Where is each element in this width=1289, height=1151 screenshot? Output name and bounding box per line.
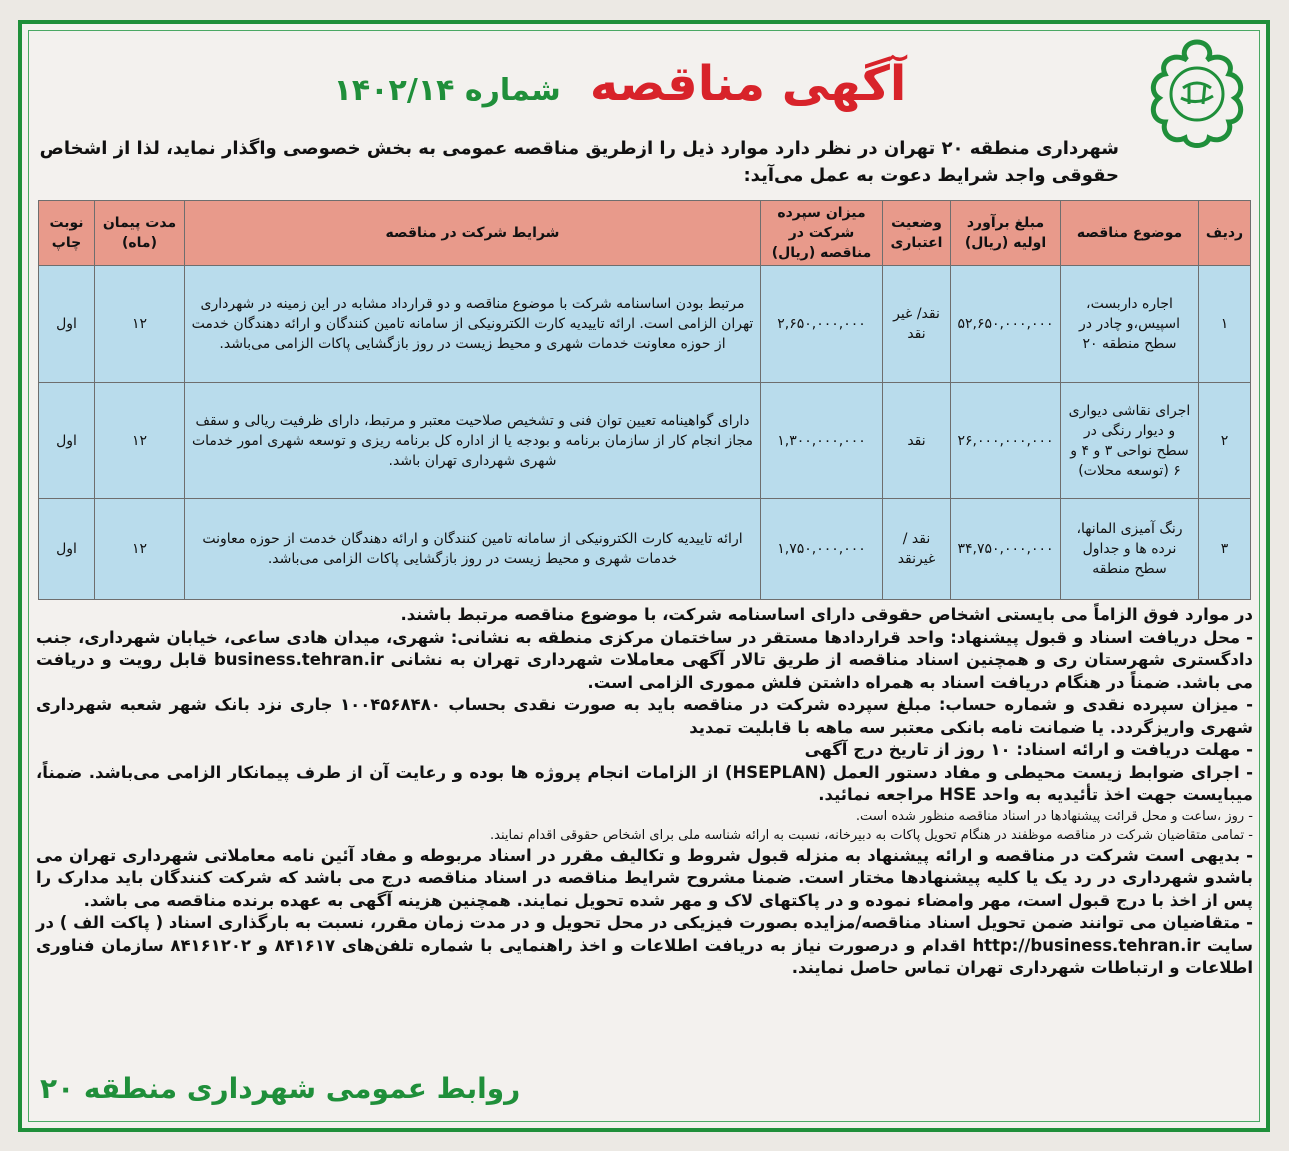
table-row [39, 499, 1251, 600]
cell-row-number: ۲ [1199, 382, 1251, 499]
cell-subject: اجرای نقاشی دیواری و دیوار رنگی در سطح نواحی ۳ و ۴ و ۶ (توسعه محلات) [1061, 382, 1199, 499]
tender-table [38, 200, 1251, 600]
paragraph-upload: - متقاضیان می توانند ضمن تحویل اسناد مناقصه/مزایده بصورت فیزیکی در محل تحویل و در مدت زمان مقرر، نسبت به بارگذاری اسناد ( پاکت الف ) در سایت http://business.tehran.ir اقدام و درصورت نیاز به دریافت اطلاعات و اخذ راهنمایی با شماره تلفن‌های ۸۴۱۶۱۷ و ۸۴۱۶۱۲۰۲ سازمان فناوری اطلاعات و ارتباطات شهرداری تهران تماس حاصل نمایند. [36, 913, 1253, 977]
table-header-row [39, 201, 1251, 266]
paragraph-opening-time: - روز ،ساعت و محل قرائت پیشنهادها در اسناد مناقصه منظور شده است. [855, 808, 1253, 824]
cell-deposit: ۱,۷۵۰,۰۰۰,۰۰۰ [761, 499, 883, 600]
header-subject: موضوع مناقصه [1061, 201, 1199, 266]
cell-estimate: ۳۴,۷۵۰,۰۰۰,۰۰۰ [951, 499, 1061, 600]
cell-deposit: ۱,۳۰۰,۰۰۰,۰۰۰ [761, 382, 883, 499]
table-row [39, 266, 1251, 383]
cell-duration: ۱۲ [95, 382, 185, 499]
cell-print: اول [39, 382, 95, 499]
notice-title: آگهی مناقصه [589, 56, 907, 112]
table-row [39, 382, 1251, 499]
cell-credit: نقد/ غیر نقد [883, 266, 951, 383]
notice-number: شماره ۱۴۰۲/۱۴ [333, 73, 561, 108]
header-terms: شرایط شرکت در مناقصه [185, 201, 761, 266]
paragraph-documents-location: - محل دریافت اسناد و قبول پیشنهاد: واحد قراردادها مستقر در ساختمان مرکزی منطقه به نشانی: شهری، میدان هادی ساعی، خیابان شهرداری، جنب دادگستری شهرستان ری و همچنین اسناد مناقصه از طریق تالار آگهی معاملات شهرداری تهران به نشانی business.tehran.ir قابل رویت و دریافت می باشد. ضمناً در هنگام دریافت اسناد به همراه داشتن فلش مموری الزامی است. [36, 627, 1253, 692]
headline [300, 56, 940, 136]
paragraph-acceptance: - بدیهی است شرکت در مناقصه و ارائه پیشنهاد به منزله قبول شروط و تکالیف مقرر در اسناد مربوطه و مفاد آئین نامه معاملاتی شهرداری تهران می باشدو شهرداری در رد یک یا کلیه پیشنهادها مختار است. ضمنا مشروح شرایط مناقصه در اسناد مناقصه درج می باشد که شرکت کنندگان باید مدارک را پس از اخذ با درج قبول است، مهر وامضاء نموده و در پاکتهای لاک و مهر شده تحویل نمایند. همچنین هزینه آگهی به عهده برنده مناقصه می باشد. [36, 845, 1253, 910]
header-row-number: ردیف [1199, 201, 1251, 266]
footer-signature: روابط عمومی شهرداری منطقه ۲۰ [40, 1072, 521, 1105]
conditions-text [36, 604, 1253, 980]
header-credit: وضعیت اعتباری [883, 201, 951, 266]
cell-credit: نقد [883, 382, 951, 499]
cell-terms: ارائه تاییدیه کارت الکترونیکی از سامانه تامین کنندگان و ارائه دهندگان خدمت از حوزه معاونت خدمات شهری و محیط زیست در روز بازگشایی پاکات الزامی می‌باشد. [185, 499, 761, 600]
intro-text: شهرداری منطقه ۲۰ تهران در نظر دارد موارد ذیل را ازطریق مناقصه عمومی به بخش خصوصی واگذار نماید، لذا از اشخاص حقوقی واجد شرایط دعوت به عمل می‌آید: [39, 138, 1119, 186]
cell-row-number: ۳ [1199, 499, 1251, 600]
cell-credit: نقد / غیرنقد [883, 499, 951, 600]
paragraph-hse: - اجرای ضوابط زیست محیطی و مفاد دستور العمل (HSEPLAN) از الزامات انجام پروژه ها بوده و رعایت آن از طرف پیمانکار الزامی می‌باشد. ضمناً، میبایست جهت اخذ تأئیدیه به واحد HSE مراجعه نمائید. [36, 762, 1253, 804]
cell-terms: دارای گواهینامه تعیین توان فنی و تشخیص صلاحیت معتبر و مرتبط، دارای ظرفیت ریالی و سقف مجاز انجام کار از سازمان برنامه و بودجه یا از اداره کل برنامه ریزی و توسعه شهری امور خدمات شهری شهرداری تهران باشد. [185, 382, 761, 499]
header-estimate: مبلغ برآورد اولیه (ریال) [951, 201, 1061, 266]
paragraph-national-id: - تمامی متقاضیان شرکت در مناقصه موظفند در هنگام تحویل پاکات به دبیرخانه، نسبت به ارائه شناسه ملی برای اشخاص حقوقی اقدام نمایند. [490, 827, 1253, 843]
header-print: نوبت چاپ [39, 201, 95, 266]
paragraph-mandatory: در موارد فوق الزاماً می بایستی اشخاص حقوقی دارای اساسنامه شرکت، با موضوع مناقصه مرتبط باشند. [400, 605, 1253, 624]
cell-estimate: ۵۲,۶۵۰,۰۰۰,۰۰۰ [951, 266, 1061, 383]
cell-duration: ۱۲ [95, 499, 185, 600]
municipality-logo [1137, 34, 1257, 154]
paragraph-deposit: - میزان سپرده نقدی و شماره حساب: مبلغ سپرده شرکت در مناقصه باید به صورت نقدی بحساب ۱۰۰۴۵۶۸۴۸۰ جاری نزد بانک شهر شعبه شهرداری شهری واریزگردد. یا ضمانت نامه بانکی معتبر سه ماهه با قابلیت تمدید [36, 695, 1254, 737]
cell-deposit: ۲,۶۵۰,۰۰۰,۰۰۰ [761, 266, 883, 383]
header-deposit: میزان سپرده شرکت در مناقصه (ریال) [761, 201, 883, 266]
cell-print: اول [39, 499, 95, 600]
cell-estimate: ۲۶,۰۰۰,۰۰۰,۰۰۰ [951, 382, 1061, 499]
paragraph-deadline: - مهلت دریافت و ارائه اسناد: ۱۰ روز از تاریخ درج آگهی [804, 740, 1253, 759]
cell-duration: ۱۲ [95, 266, 185, 383]
header-duration: مدت پیمان (ماه) [95, 201, 185, 266]
cell-row-number: ۱ [1199, 266, 1251, 383]
cell-print: اول [39, 266, 95, 383]
cell-terms: مرتبط بودن اساسنامه شرکت با موضوع مناقصه و دو قرارداد مشابه در این زمینه در شهرداری تهران الزامی است. ارائه تاییدیه کارت الکترونیکی از سامانه تامین کنندگان و ارائه دهندگان خدمت از حوزه معاونت خدمات شهری و محیط زیست در روز بازگشایی پاکات الزامی می‌باشد. [185, 266, 761, 383]
cell-subject: اجاره داربست، اسپیس،و چادر در سطح منطقه ۲۰ [1061, 266, 1199, 383]
cell-subject: رنگ آمیزی المانها، نرده ها و جداول سطح منطقه [1061, 499, 1199, 600]
